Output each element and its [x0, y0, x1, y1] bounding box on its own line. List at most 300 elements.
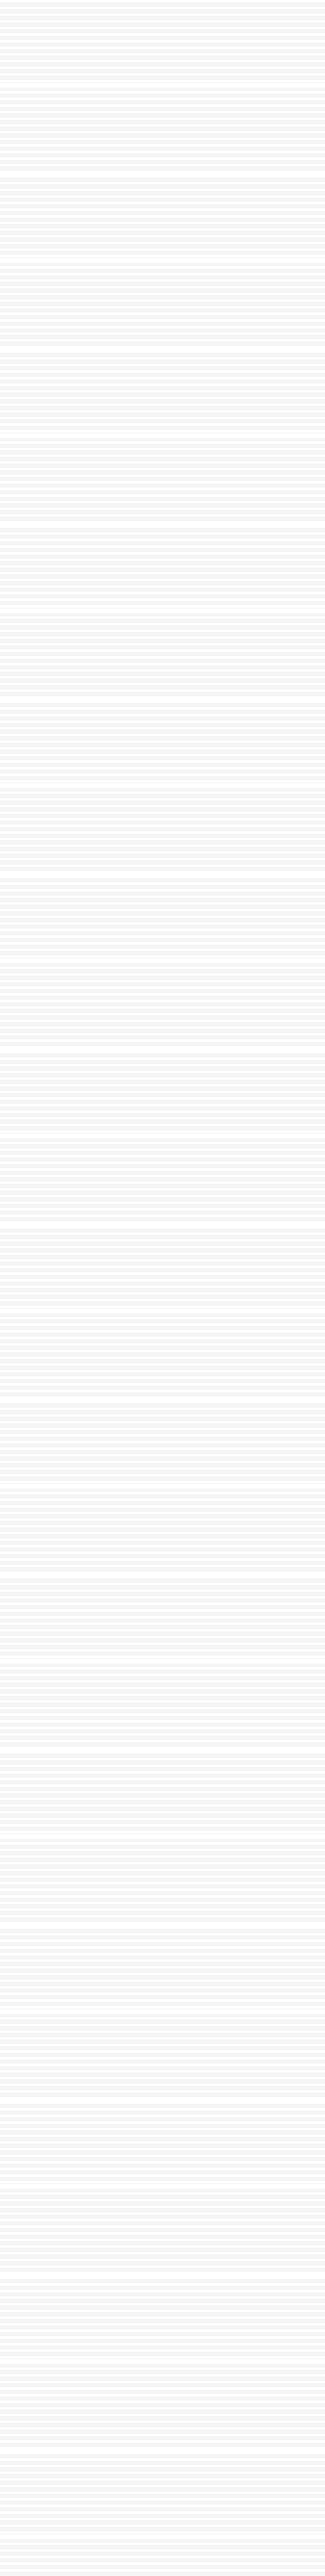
- table-cell: [151, 293, 171, 296]
- table-cell: [32, 108, 40, 111]
- table-cell: [306, 212, 323, 215]
- table-cell: [78, 56, 104, 59]
- table-cell: [78, 306, 104, 309]
- table-cell: [226, 182, 257, 185]
- table-cell: [129, 218, 150, 222]
- table-cell: [13, 108, 23, 111]
- table-cell: [151, 299, 171, 302]
- table-cell: [306, 97, 323, 100]
- table-cell: [226, 161, 257, 164]
- table-cell: [129, 121, 150, 124]
- table-cell: [129, 228, 150, 231]
- table-cell: [78, 131, 104, 134]
- table-cell: [32, 218, 40, 222]
- table-cell: [105, 178, 128, 181]
- table-cell: [24, 121, 31, 124]
- table-cell: [105, 235, 128, 238]
- table-cell: [226, 273, 257, 276]
- table-cell: [226, 192, 257, 195]
- table-cell: [151, 88, 171, 91]
- table-cell: [290, 37, 305, 40]
- table-cell: [172, 296, 193, 299]
- table-cell: [290, 161, 305, 164]
- table-cell: [1, 312, 12, 315]
- table-cell: [105, 282, 128, 285]
- table-cell: [172, 306, 193, 309]
- table-cell: [258, 63, 289, 66]
- table-cell: [105, 238, 128, 241]
- table-cell: [226, 255, 257, 258]
- table-cell: [1, 164, 12, 167]
- table-cell: [194, 279, 225, 282]
- table-cell: [41, 0, 77, 3]
- table-cell: [105, 205, 128, 208]
- table-cell: [129, 286, 150, 289]
- table-cell: [105, 53, 128, 56]
- table-cell: [258, 3, 289, 6]
- table-cell: [172, 40, 193, 43]
- table-cell: [1, 222, 12, 225]
- table-cell: [32, 63, 40, 66]
- table-cell: [78, 117, 104, 121]
- table-cell: [78, 80, 104, 83]
- table-cell: [258, 104, 289, 107]
- table-cell: [24, 144, 31, 147]
- table-cell: [306, 309, 323, 312]
- table-cell: [78, 111, 104, 114]
- table-cell: [1, 316, 12, 319]
- table-cell: [105, 222, 128, 225]
- table-cell: [129, 238, 150, 241]
- table-cell: [105, 302, 128, 306]
- table-cell: [32, 144, 40, 147]
- table-cell: [290, 248, 305, 251]
- table-cell: [41, 185, 77, 188]
- table-cell: [32, 269, 40, 273]
- table-cell: [151, 33, 171, 36]
- table-cell: [226, 293, 257, 296]
- table-cell: [226, 312, 257, 315]
- table-cell: [129, 97, 150, 100]
- table-cell: [78, 63, 104, 66]
- table-cell: [41, 228, 77, 231]
- table-cell: [290, 299, 305, 302]
- table-cell: [129, 164, 150, 167]
- table-cell: [13, 70, 23, 73]
- table-cell: [78, 3, 104, 6]
- table-cell: [129, 167, 150, 170]
- table-cell: [24, 178, 31, 181]
- table-cell: [13, 222, 23, 225]
- table-cell: [32, 138, 40, 141]
- table-cell: [194, 238, 225, 241]
- table-cell: [151, 286, 171, 289]
- table-cell: [1, 73, 12, 76]
- table-cell: [24, 154, 31, 157]
- table-cell: [194, 20, 225, 23]
- table-cell: [41, 60, 77, 63]
- table-cell: [151, 329, 171, 332]
- table-cell: [306, 185, 323, 188]
- table-cell: [290, 46, 305, 49]
- table-cell: [258, 53, 289, 56]
- table-cell: [151, 10, 171, 13]
- table-cell: [290, 164, 305, 167]
- table-cell: [258, 332, 289, 335]
- table-cell: [24, 306, 31, 309]
- table-cell: [24, 251, 31, 255]
- table-cell: [78, 101, 104, 104]
- table-cell: [24, 73, 31, 76]
- table-cell: [78, 88, 104, 91]
- table-cell: [172, 192, 193, 195]
- table-cell: [290, 53, 305, 56]
- table-cell: [1, 0, 12, 3]
- table-cell: [32, 13, 40, 16]
- table-cell: [1, 218, 12, 222]
- table-cell: [1, 56, 12, 59]
- table-cell: [24, 30, 31, 33]
- table-cell: [290, 27, 305, 30]
- table-cell: [226, 326, 257, 329]
- table-cell: [129, 332, 150, 335]
- table-cell: [129, 53, 150, 56]
- table-cell: [13, 319, 23, 322]
- table-cell: [13, 76, 23, 79]
- table-cell: [306, 242, 323, 245]
- table-cell: [258, 20, 289, 23]
- table-cell: [24, 124, 31, 127]
- table-cell: [129, 157, 150, 160]
- table-cell: [32, 182, 40, 185]
- table-cell: [306, 167, 323, 170]
- table-cell: [105, 76, 128, 79]
- table-cell: [32, 46, 40, 49]
- table-cell: [290, 60, 305, 63]
- table-cell: [1, 248, 12, 251]
- table-cell: [1, 319, 12, 322]
- table-cell: [172, 3, 193, 6]
- table-cell: [105, 37, 128, 40]
- table-cell: [129, 30, 150, 33]
- table-cell: [105, 97, 128, 100]
- table-cell: [226, 154, 257, 157]
- table-cell: [172, 195, 193, 198]
- table-cell: [78, 235, 104, 238]
- table-cell: [24, 302, 31, 306]
- table-cell: [194, 161, 225, 164]
- table-cell: [32, 50, 40, 53]
- table-cell: [13, 150, 23, 154]
- table-cell: [226, 70, 257, 73]
- table-cell: [258, 91, 289, 94]
- table-cell: [194, 222, 225, 225]
- table-cell: [13, 192, 23, 195]
- table-cell: [41, 161, 77, 164]
- table-cell: [306, 131, 323, 134]
- table-cell: [172, 231, 193, 234]
- table-cell: [151, 332, 171, 335]
- table-cell: [258, 319, 289, 322]
- table-cell: [151, 46, 171, 49]
- table-cell: [151, 157, 171, 160]
- table-cell: [258, 273, 289, 276]
- table-cell: [24, 273, 31, 276]
- table-cell: [129, 255, 150, 258]
- table-cell: [24, 276, 31, 279]
- table-cell: [41, 242, 77, 245]
- table-cell: [24, 255, 31, 258]
- table-cell: [172, 0, 193, 3]
- table-cell: [24, 319, 31, 322]
- table-cell: [306, 3, 323, 6]
- table-cell: [105, 141, 128, 144]
- table-cell: [13, 144, 23, 147]
- table-cell: [32, 245, 40, 248]
- table-cell: [13, 178, 23, 181]
- table-cell: [1, 63, 12, 66]
- table-cell: [41, 3, 77, 6]
- table-cell: [105, 43, 128, 46]
- table-cell: [105, 279, 128, 282]
- table-cell: [1, 16, 12, 20]
- table-cell: [41, 141, 77, 144]
- table-cell: [172, 20, 193, 23]
- table-cell: [105, 332, 128, 335]
- table-cell: [41, 23, 77, 26]
- table-cell: [1, 231, 12, 234]
- table-cell: [194, 263, 225, 266]
- table-cell: [151, 201, 171, 205]
- table-cell: [41, 76, 77, 79]
- table-cell: [226, 309, 257, 312]
- table-cell: [13, 80, 23, 83]
- table-cell: [105, 13, 128, 16]
- table-cell: [151, 296, 171, 299]
- table-cell: [129, 175, 150, 178]
- table-cell: [226, 178, 257, 181]
- table-cell: [290, 154, 305, 157]
- table-cell: [226, 195, 257, 198]
- table-cell: [24, 114, 31, 117]
- table-cell: [226, 27, 257, 30]
- table-cell: [258, 150, 289, 154]
- table-cell: [172, 312, 193, 315]
- table-cell: [41, 80, 77, 83]
- table-cell: [32, 316, 40, 319]
- table-cell: [105, 245, 128, 248]
- table-cell: [24, 138, 31, 141]
- table-cell: [78, 97, 104, 100]
- table-cell: [13, 33, 23, 36]
- table-cell: [105, 88, 128, 91]
- table-cell: [41, 238, 77, 241]
- table-cell: [129, 319, 150, 322]
- table-cell: [172, 23, 193, 26]
- table-cell: [290, 189, 305, 192]
- table-cell: [172, 251, 193, 255]
- table-cell: [105, 201, 128, 205]
- table-cell: [306, 94, 323, 97]
- table-cell: [226, 117, 257, 121]
- table-cell: [172, 218, 193, 222]
- table-cell: [1, 43, 12, 46]
- table-cell: [32, 73, 40, 76]
- table-cell: [151, 306, 171, 309]
- table-cell: [258, 208, 289, 211]
- table-cell: [24, 101, 31, 104]
- table-cell: [226, 266, 257, 269]
- table-cell: [1, 108, 12, 111]
- table-cell: [151, 245, 171, 248]
- table-cell: [290, 266, 305, 269]
- table-cell: [290, 104, 305, 107]
- table-cell: [194, 231, 225, 234]
- table-cell: [13, 141, 23, 144]
- table-cell: [290, 13, 305, 16]
- table-cell: [41, 195, 77, 198]
- table-cell: [194, 27, 225, 30]
- table-cell: [226, 37, 257, 40]
- table-cell: [13, 94, 23, 97]
- table-cell: [78, 263, 104, 266]
- table-cell: [290, 114, 305, 117]
- section-gap: [0, 258, 325, 263]
- table-cell: [13, 63, 23, 66]
- table-cell: [290, 97, 305, 100]
- table-cell: [1, 201, 12, 205]
- table-cell: [78, 255, 104, 258]
- table-cell: [24, 289, 31, 292]
- table-cell: [129, 273, 150, 276]
- table-cell: [32, 238, 40, 241]
- table-cell: [41, 7, 77, 10]
- table-cell: [258, 215, 289, 218]
- table-cell: [172, 189, 193, 192]
- table-cell: [226, 127, 257, 130]
- table-cell: [151, 167, 171, 170]
- table-cell: [194, 108, 225, 111]
- table-cell: [258, 94, 289, 97]
- table-cell: [258, 80, 289, 83]
- table-cell: [290, 7, 305, 10]
- table-cell: [24, 94, 31, 97]
- table-cell: [306, 289, 323, 292]
- table-cell: [172, 238, 193, 241]
- table-cell: [226, 231, 257, 234]
- table-cell: [226, 205, 257, 208]
- table-cell: [129, 10, 150, 13]
- table-cell: [24, 0, 31, 3]
- table-cell: [78, 329, 104, 332]
- table-cell: [258, 231, 289, 234]
- table-cell: [258, 111, 289, 114]
- table-cell: [290, 20, 305, 23]
- table-cell: [32, 0, 40, 3]
- table-cell: [172, 7, 193, 10]
- table-cell: [32, 127, 40, 130]
- table-cell: [151, 124, 171, 127]
- table-cell: [13, 20, 23, 23]
- table-cell: [105, 154, 128, 157]
- table-cell: [306, 332, 323, 335]
- table-cell: [194, 266, 225, 269]
- table-cell: [290, 235, 305, 238]
- table-cell: [13, 114, 23, 117]
- table-cell: [13, 3, 23, 6]
- table-cell: [13, 43, 23, 46]
- table-cell: [41, 245, 77, 248]
- table-cell: [24, 13, 31, 16]
- table-cell: [32, 161, 40, 164]
- table-cell: [194, 312, 225, 315]
- table-cell: [129, 161, 150, 164]
- section-gap: [0, 171, 325, 175]
- table-cell: [78, 16, 104, 20]
- table-cell: [258, 212, 289, 215]
- table-cell: [258, 225, 289, 228]
- table-cell: [32, 329, 40, 332]
- table-cell: [194, 10, 225, 13]
- table-cell: [13, 161, 23, 164]
- table-cell: [1, 117, 12, 121]
- table-cell: [290, 218, 305, 222]
- table-cell: [306, 104, 323, 107]
- table-cell: [194, 30, 225, 33]
- table-cell: [306, 0, 323, 3]
- table-cell: [129, 245, 150, 248]
- table-cell: [32, 273, 40, 276]
- table-cell: [306, 53, 323, 56]
- table-cell: [306, 40, 323, 43]
- table-cell: [306, 7, 323, 10]
- table-cell: [105, 299, 128, 302]
- table-cell: [32, 323, 40, 326]
- table-cell: [105, 16, 128, 20]
- table-cell: [105, 228, 128, 231]
- table-cell: [226, 323, 257, 326]
- table-cell: [1, 289, 12, 292]
- table-cell: [13, 299, 23, 302]
- table-cell: [78, 282, 104, 285]
- table-cell: [306, 154, 323, 157]
- table-cell: [13, 0, 23, 3]
- table-cell: [105, 134, 128, 137]
- table-cell: [226, 245, 257, 248]
- table-cell: [78, 302, 104, 306]
- table-cell: [290, 309, 305, 312]
- table-cell: [41, 10, 77, 13]
- table-cell: [13, 218, 23, 222]
- table-cell: [172, 144, 193, 147]
- table-cell: [258, 117, 289, 121]
- table-cell: [32, 276, 40, 279]
- table-cell: [32, 157, 40, 160]
- table-cell: [24, 208, 31, 211]
- table-cell: [290, 101, 305, 104]
- table-cell: [226, 3, 257, 6]
- table-cell: [151, 70, 171, 73]
- table-cell: [24, 189, 31, 192]
- table-cell: [129, 215, 150, 218]
- table-cell: [226, 91, 257, 94]
- table-cell: [306, 108, 323, 111]
- table-cell: [32, 7, 40, 10]
- table-cell: [194, 53, 225, 56]
- table-cell: [41, 13, 77, 16]
- table-cell: [306, 319, 323, 322]
- table-cell: [290, 231, 305, 234]
